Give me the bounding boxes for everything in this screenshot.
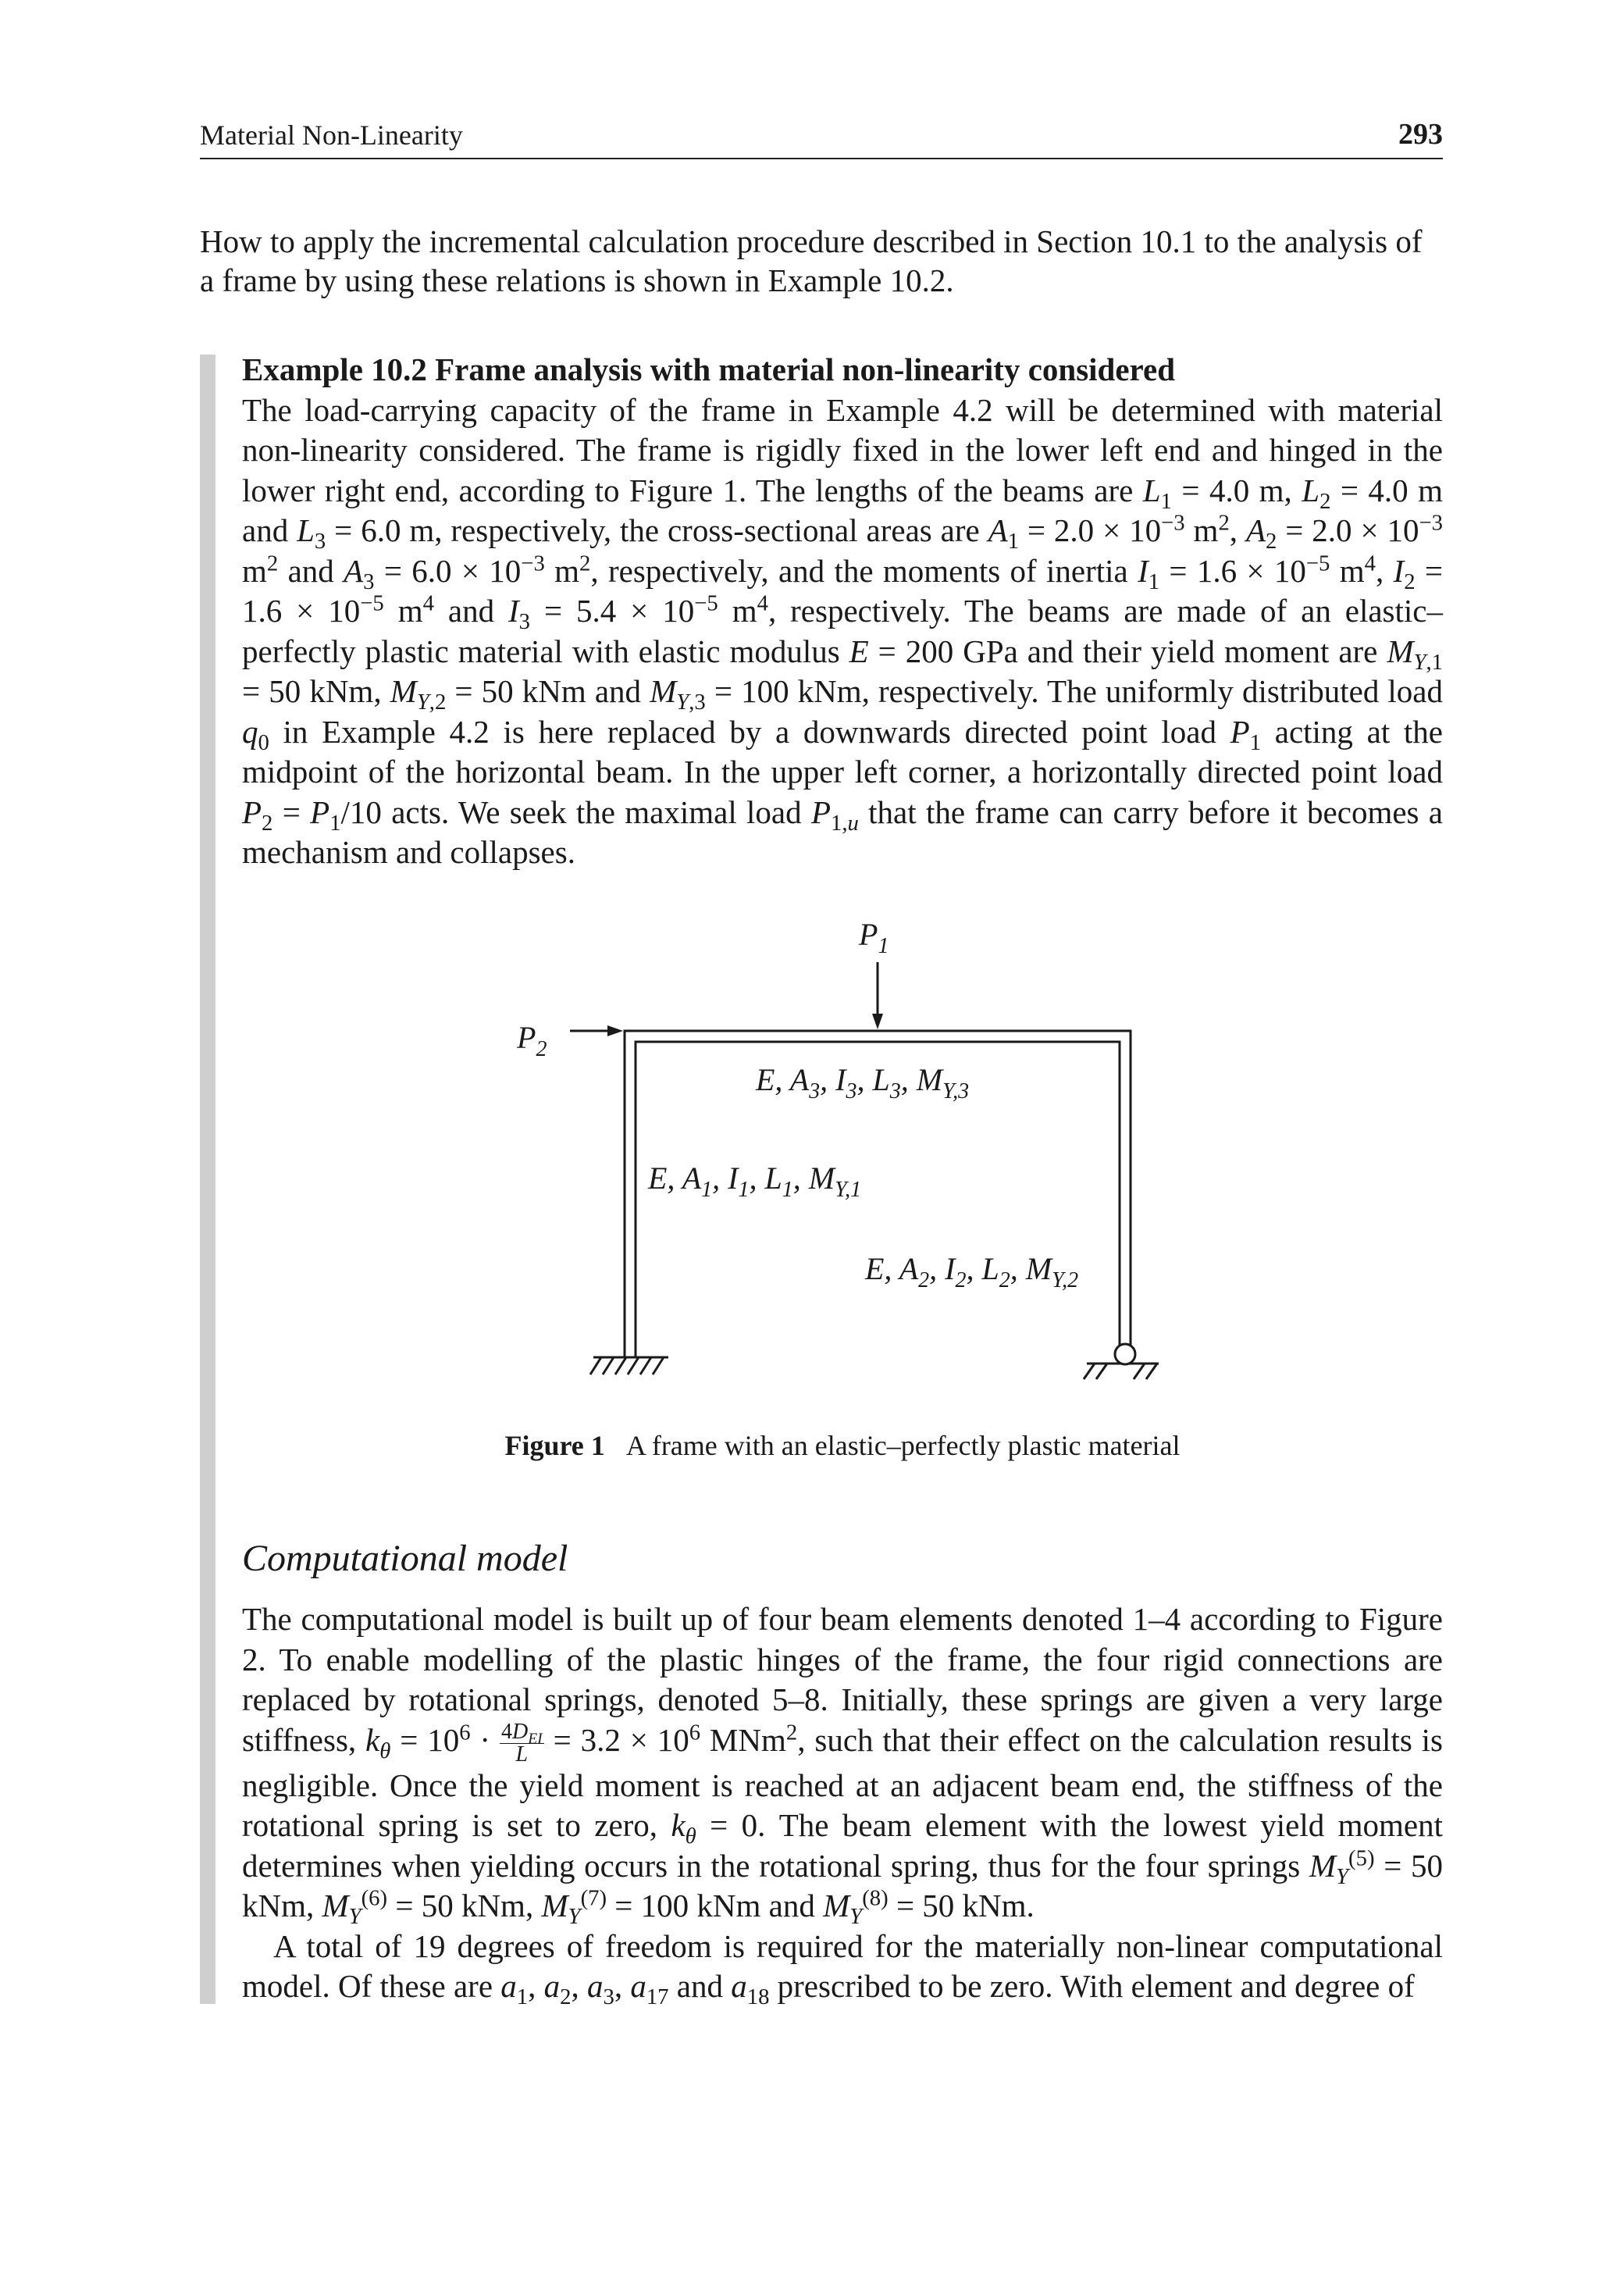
intro-paragraph: How to apply the incremental calculation procedure described in Section 10.1 to the analysis of a frame by using these relations is shown in Example 10.2.: [200, 223, 1423, 298]
figure-caption-text: A frame with an elastic–perfectly plastic material: [625, 1430, 1181, 1461]
hinge-icon: [1115, 1344, 1135, 1364]
example-box: [242, 350, 1443, 873]
beam2-properties-label: E, $A_2$, $I_2$, $L_2$, $M_{Y,2}$: [865, 1251, 1079, 1292]
figure-caption: [242, 1429, 1443, 1462]
figure-caption-label: Figure 1: [504, 1430, 605, 1461]
section-title: Computational model: [242, 1538, 568, 1579]
running-head: [200, 117, 1443, 159]
example-heading: Example 10.2 Frame analysis with material non-linearity considered: [242, 351, 1176, 387]
page-number: 293: [1398, 118, 1443, 151]
section-body: [242, 1599, 1444, 2010]
running-head-title: Material Non-Linearity: [200, 119, 463, 151]
beam3-properties-label: E, $A_3$, $I_3$, $L_3$, $M_{Y,3}$: [756, 1062, 970, 1103]
p2-arrowhead-icon: [607, 1025, 623, 1036]
body-paragraph-2: A total of 19 degrees of freedom is required for the materially non-linear computational model. Of these are $a_1$, $a_2$, $a_3$, $a_{17}$ and $a_{18}$ prescribed to be zero. With element and degree of: [242, 1927, 1443, 2010]
example-sidebar-bar: [200, 355, 215, 2004]
load-label-p1: $P_1$: [859, 917, 889, 958]
body-paragraph-1: The computational model is built up of four beam elements denoted 1–4 according to Figure 2. To enable modelling of the plastic hinges of the frame, the four rigid connections are replaced by rotational springs, denoted 5–8. Initially, these springs are given a very large stiffness, $k_\theta = 10^6$ · $\frac{4D_{EI}}{L}$ = $3.2 \times 10^6$ MNm$^2$, such that their effect on the calculation results is negligible. Once the yield moment is reached at an adjacent beam end, the stiffness of the rotational spring is set to zero, $k_\theta = 0$. The beam element with the lowest yield moment determines when yielding occurs in the rotational spring, thus for the four springs $M_Y^{(5)} = 50$ kNm, $M_Y^{(6)} = 50$ kNm, $M_Y^{(7)} = 100$ kNm and $M_Y^{(8)} = 50$ kNm.: [242, 1601, 1444, 1930]
load-label-p2: $P_2$: [517, 1020, 547, 1061]
example-body: The load-carrying capacity of the frame in Example 4.2 will be determined with material non-linearity considered. The frame is rigidly fixed in the lower left end and hinged in the lower right end, according to Figure 1. The lengths of the beams are $L_1 = 4.0$ m, $L_2 = 4.0$ m and $L_3 = 6.0$ m, respectively, the cross-sectional areas are $A_1 = 2.0 \times 10^{-3}$ $m^2$, $A_2 = 2.0 \times 10^{-3}$ $m^2$ and $A_3 = 6.0 \times 10^{-3}$ $m^2$, respectively, and the moments of inertia $I_1 = 1.6 \times 10^{-5}$ $m^4$, $I_2 = 1.6 \times 10^{-5}$ $m^4$ and $I_3 = 5.4 \times 10^{-5}$ $m^4$, respectively. The beams are made of an elastic–perfectly plastic material with elastic modulus E = 200 GPa and their yield moment are $M_{Y,1} = 50$ kNm, $M_{Y,2} = 50$ kNm and $M_{Y,3} = 100$ kNm, respectively. The uniformly distributed load $q_0$ in Example 4.2 is here replaced by a downwards directed point load $P_1$ acting at the midpoint of the horizontal beam. In the upper left corner, a horizontally directed point load $P_2 = P_1/10$ acts. We seek the maximal load $P_{1,u}$ that the frame can carry before it becomes a mechanism and collapses.: [242, 391, 1444, 870]
frame-figure: [484, 914, 1187, 1398]
beam1-properties-label: E, $A_1$, $I_1$, $L_1$, $M_{Y,1}$: [648, 1160, 862, 1202]
p1-arrowhead-icon: [872, 1014, 883, 1029]
